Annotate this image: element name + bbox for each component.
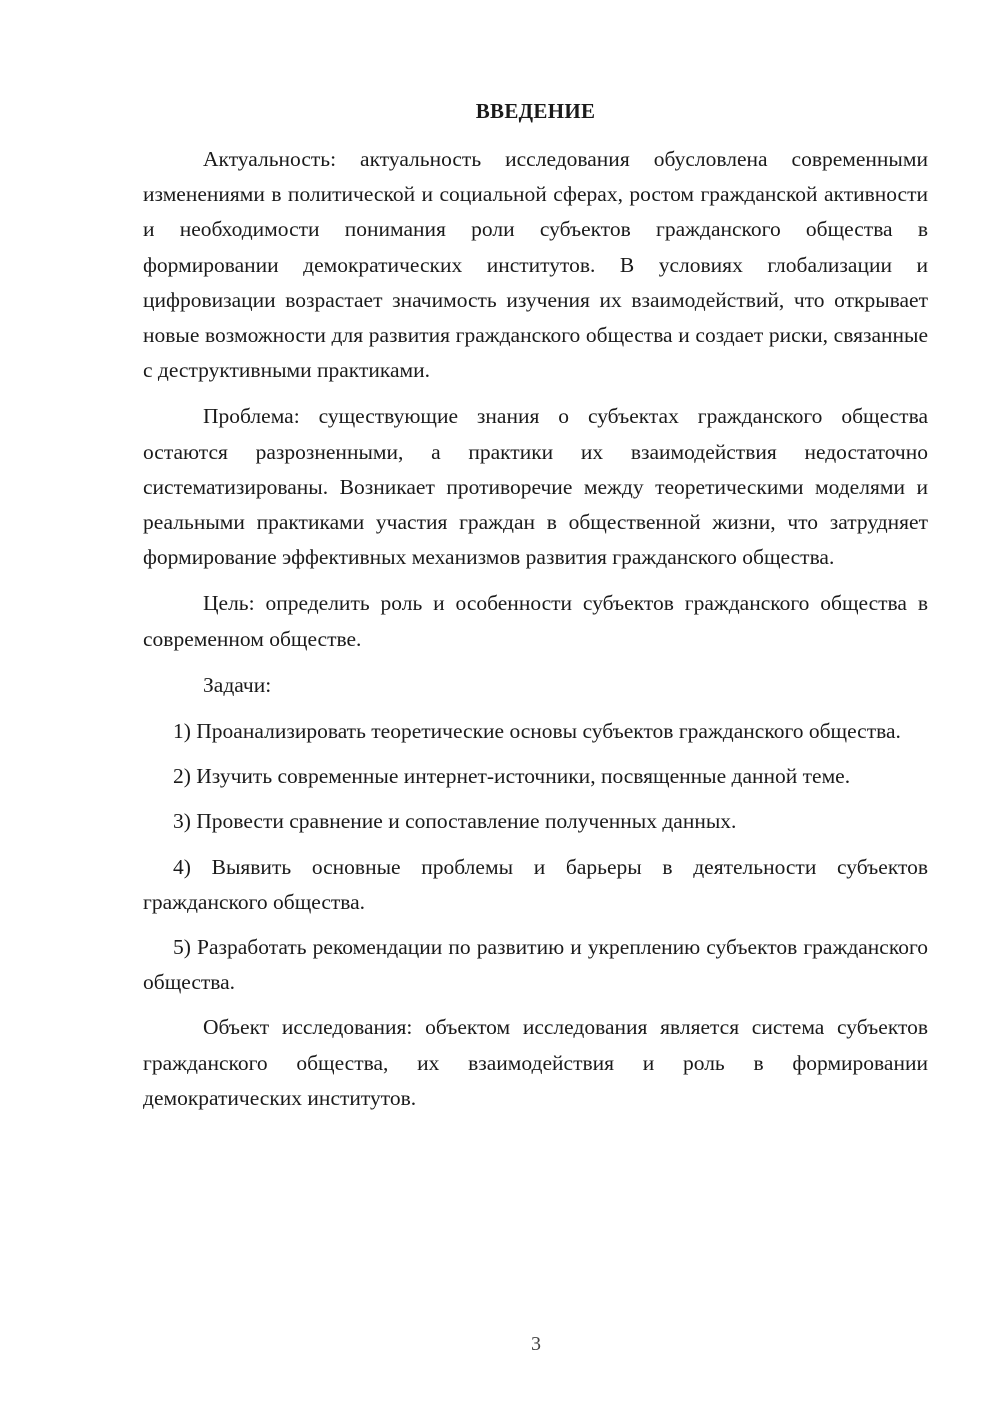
task-item: 2) Изучить современные интернет-источники, посвященные данной теме.	[173, 764, 851, 789]
object-paragraph: Объект исследования: объектом исследования является система субъектов гражданского общества, их взаимодействия и роль в формировании демократических институтов.	[143, 1015, 928, 1110]
page-number: 3	[531, 1333, 541, 1355]
task-item: 3) Провести сравнение и сопоставление полученных данных.	[173, 809, 737, 834]
tasks-list	[143, 714, 928, 1000]
document-page	[143, 94, 928, 1127]
task-item: 4) Выявить основные проблемы и барьеры в деятельности субъектов гражданского общества.	[143, 854, 928, 914]
problem-paragraph: Проблема: существующие знания о субъектах гражданского общества остаются разрозненными, а практики их взаимодействия недостаточно систематизированы. Возникает противоречие между теоретическими моделями и реальными практиками участия граждан в общественной жизни, что затрудняет формирование эффективных механизмов развития гражданского общества.	[143, 404, 928, 570]
tasks-heading: Задачи:	[203, 672, 272, 697]
task-item: 5) Разработать рекомендации по развитию и укреплению субъектов гражданского общества.	[143, 935, 928, 995]
goal-paragraph: Цель: определить роль и особенности субъектов гражданского общества в современном обществе.	[143, 591, 928, 651]
task-item: 1) Проанализировать теоретические основы субъектов гражданского общества.	[173, 719, 901, 744]
relevance-paragraph: Актуальность: актуальность исследования обусловлена современными изменениями в политической и социальной сферах, ростом гражданской активности и необходимости понимания роли субъектов гражданского общества в формировании демократических институтов. В условиях глобализации и цифровизации возрастает значимость изучения их взаимодействий, что открывает новые возможности для развития гражданского общества и создает риски, связанные с деструктивными практиками.	[143, 147, 928, 383]
page-title: ВВЕДЕНИЕ	[475, 99, 596, 123]
